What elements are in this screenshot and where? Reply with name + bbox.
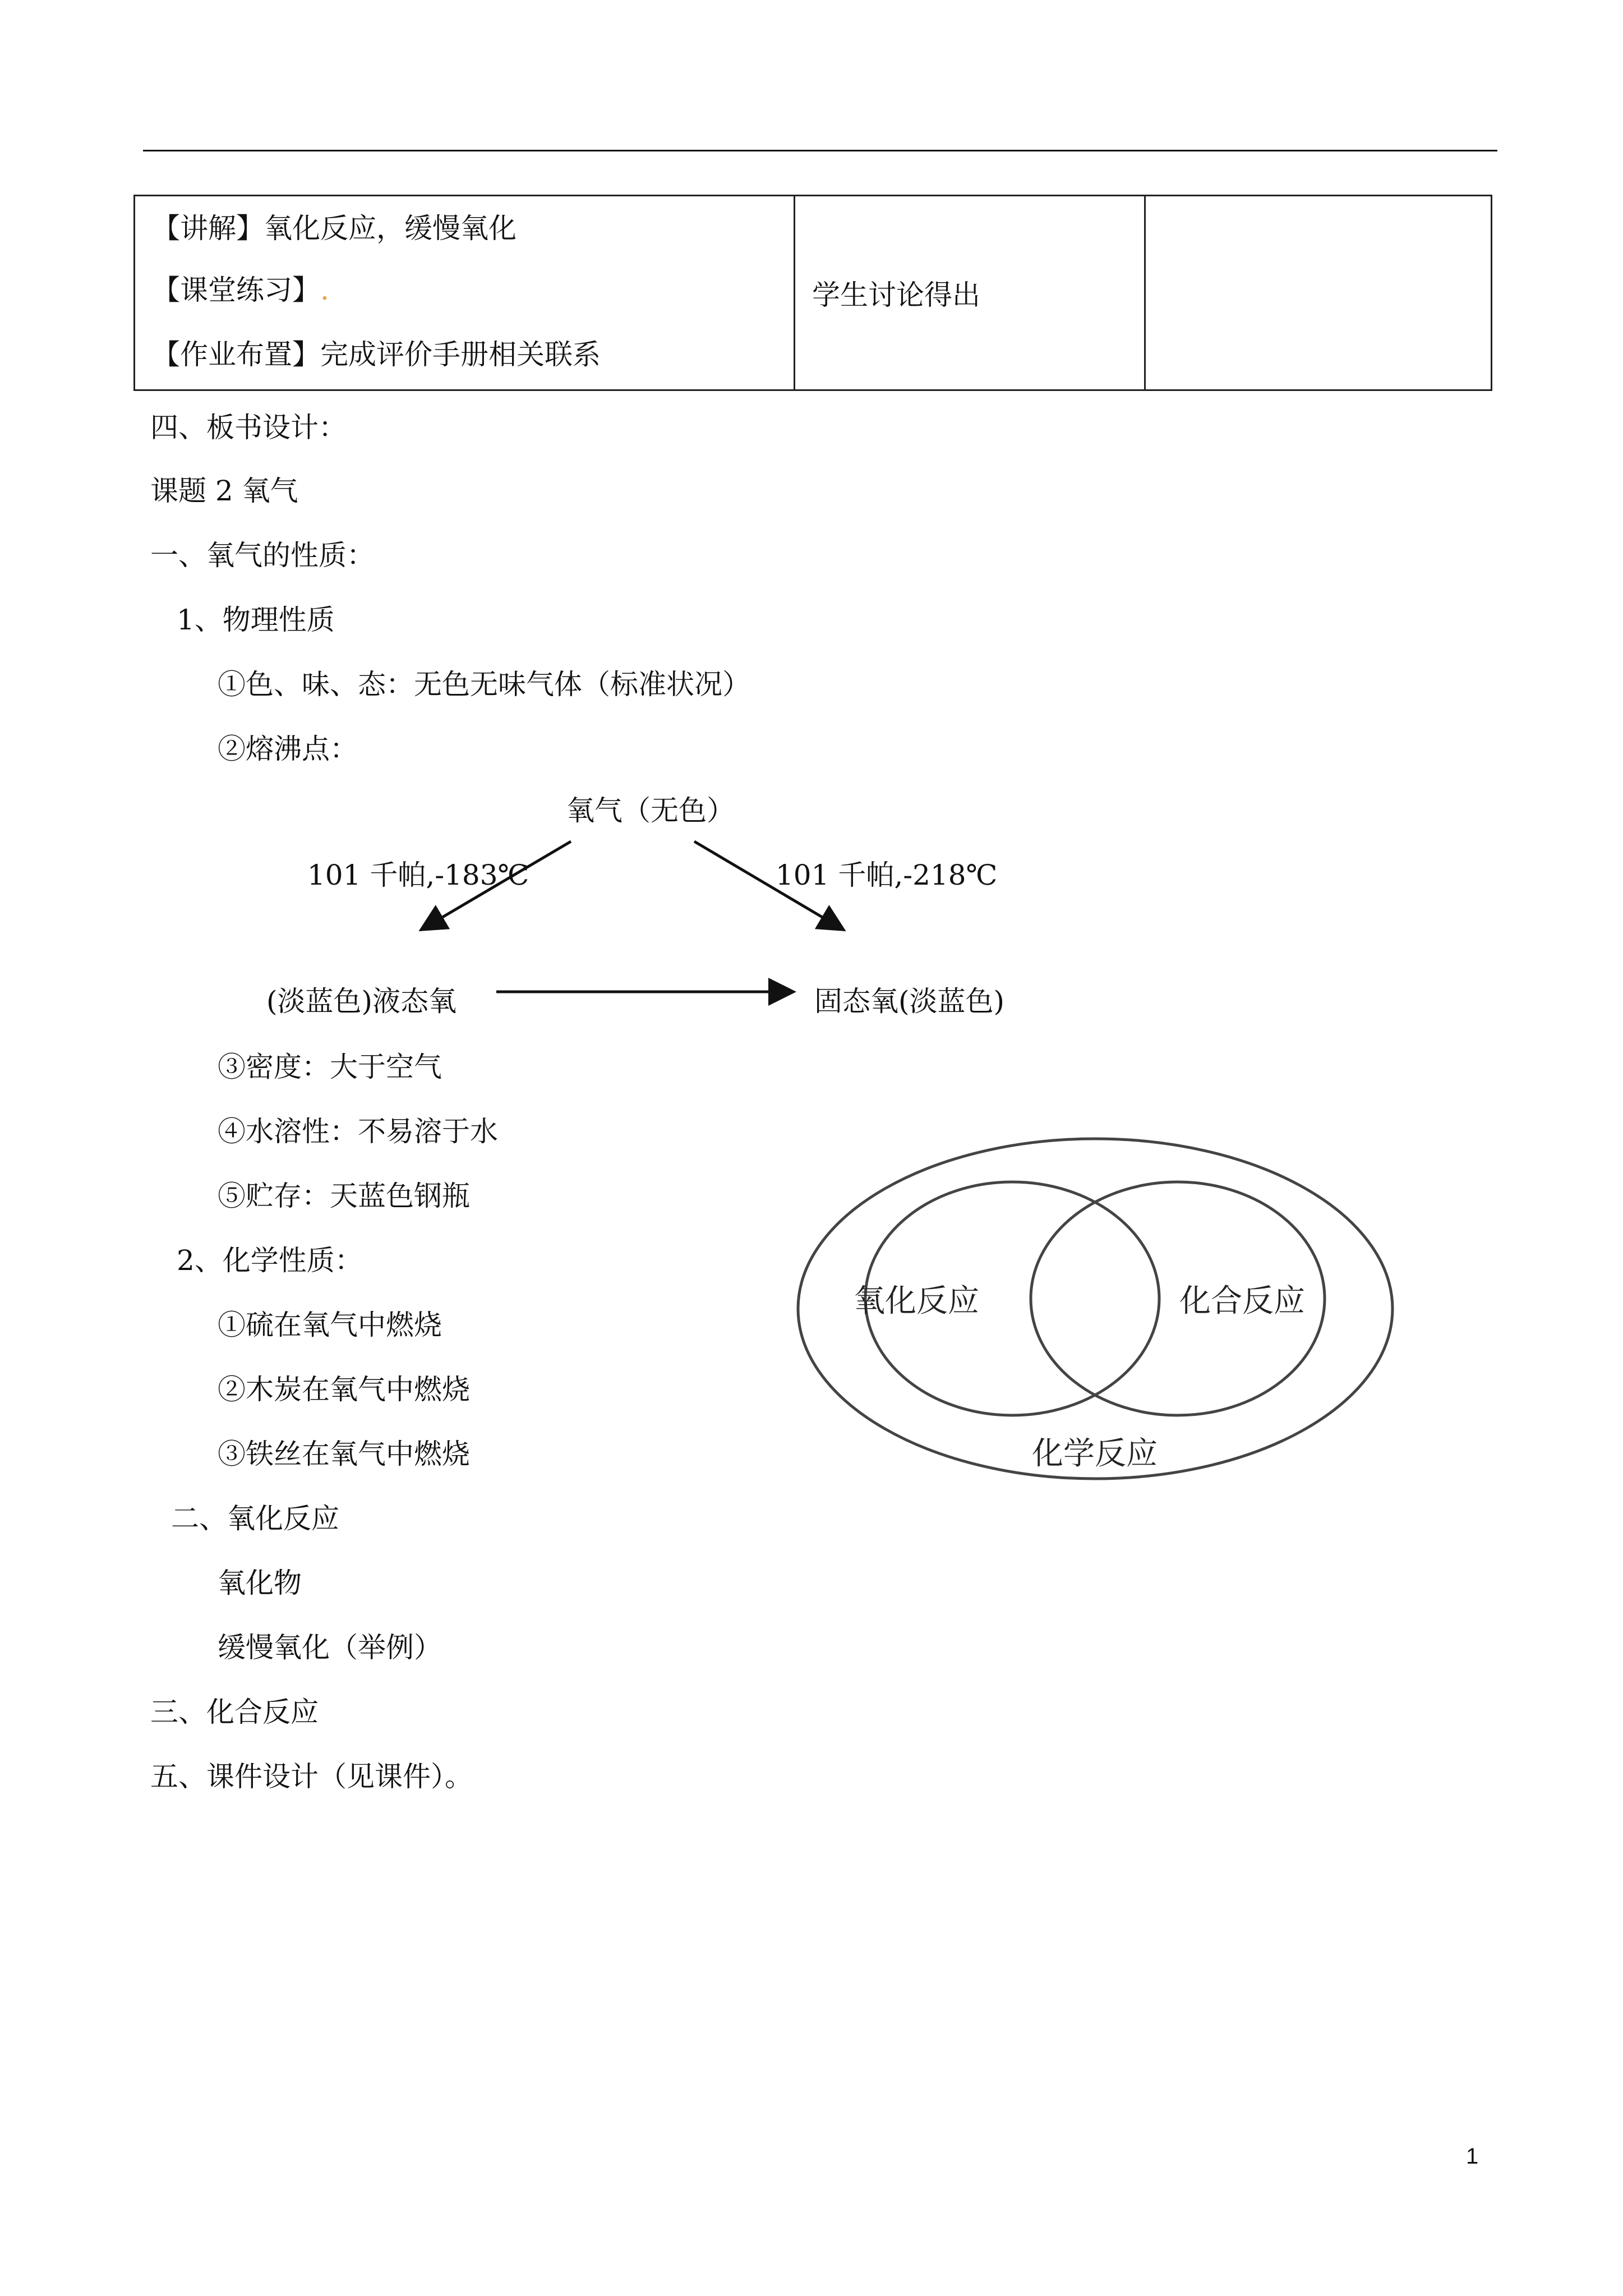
phase-diagram-arrows [0,0,1623,1066]
left-condition-label: 101 千帕,-183℃ [307,859,529,891]
list-item: ①硫在氧气中燃烧 [218,1309,442,1341]
list-item: ②木炭在氧气中燃烧 [218,1373,470,1406]
activity-label: 【课堂练习】 [152,274,320,306]
list-item: ③铁丝在氧气中燃烧 [218,1438,470,1470]
subsection-heading: 2、化学性质： [177,1244,363,1277]
subsection-heading: 1、物理性质 [177,604,335,636]
list-item: ①色、味、态：无色无味气体（标准状况） [218,668,750,701]
activity-text: . [320,274,329,306]
activity-text: 完成评价手册相关联系 [320,338,601,371]
section-heading: 三、化合反应 [150,1696,319,1728]
section-heading: 一、氧气的性质： [150,539,375,572]
page-number: 1 [1466,2144,1479,2169]
board-heading: 四、板书设计： [150,411,347,444]
list-item: 氧化物 [218,1567,302,1599]
venn-outer-label: 化学反应 [1032,1435,1158,1471]
list-item: ④水溶性：不易溶于水 [218,1115,498,1148]
liquid-oxygen-label: (淡蓝色)液态氧 [266,985,457,1018]
topic-title: 课题 2 氧气 [150,475,298,507]
list-item: 缓慢氧化（举例） [218,1631,442,1664]
section-heading: 五、课件设计（见课件）。 [150,1760,473,1793]
venn-diagram [785,1133,1402,1498]
activity-label: 【讲解】 [152,212,264,245]
list-item: ②熔沸点： [218,733,358,765]
right-condition-label: 101 千帕,-218℃ [776,859,998,891]
solid-oxygen-label: 固态氧(淡蓝色) [814,985,1005,1018]
list-item: ⑤贮存：天蓝色钢瓶 [218,1180,470,1212]
section-heading: 二、氧化反应 [171,1502,339,1535]
venn-right-label: 化合反应 [1179,1283,1305,1318]
activity-label: 【作业布置】 [152,338,320,371]
oxygen-gas-label: 氧气（无色） [566,794,735,827]
activity-text: 氧化反应，缓慢氧化 [264,212,517,245]
list-item: ③密度：大于空气 [218,1051,442,1083]
student-activity-text: 学生讨论得出 [812,279,980,311]
venn-left-label: 氧化反应 [854,1283,979,1318]
